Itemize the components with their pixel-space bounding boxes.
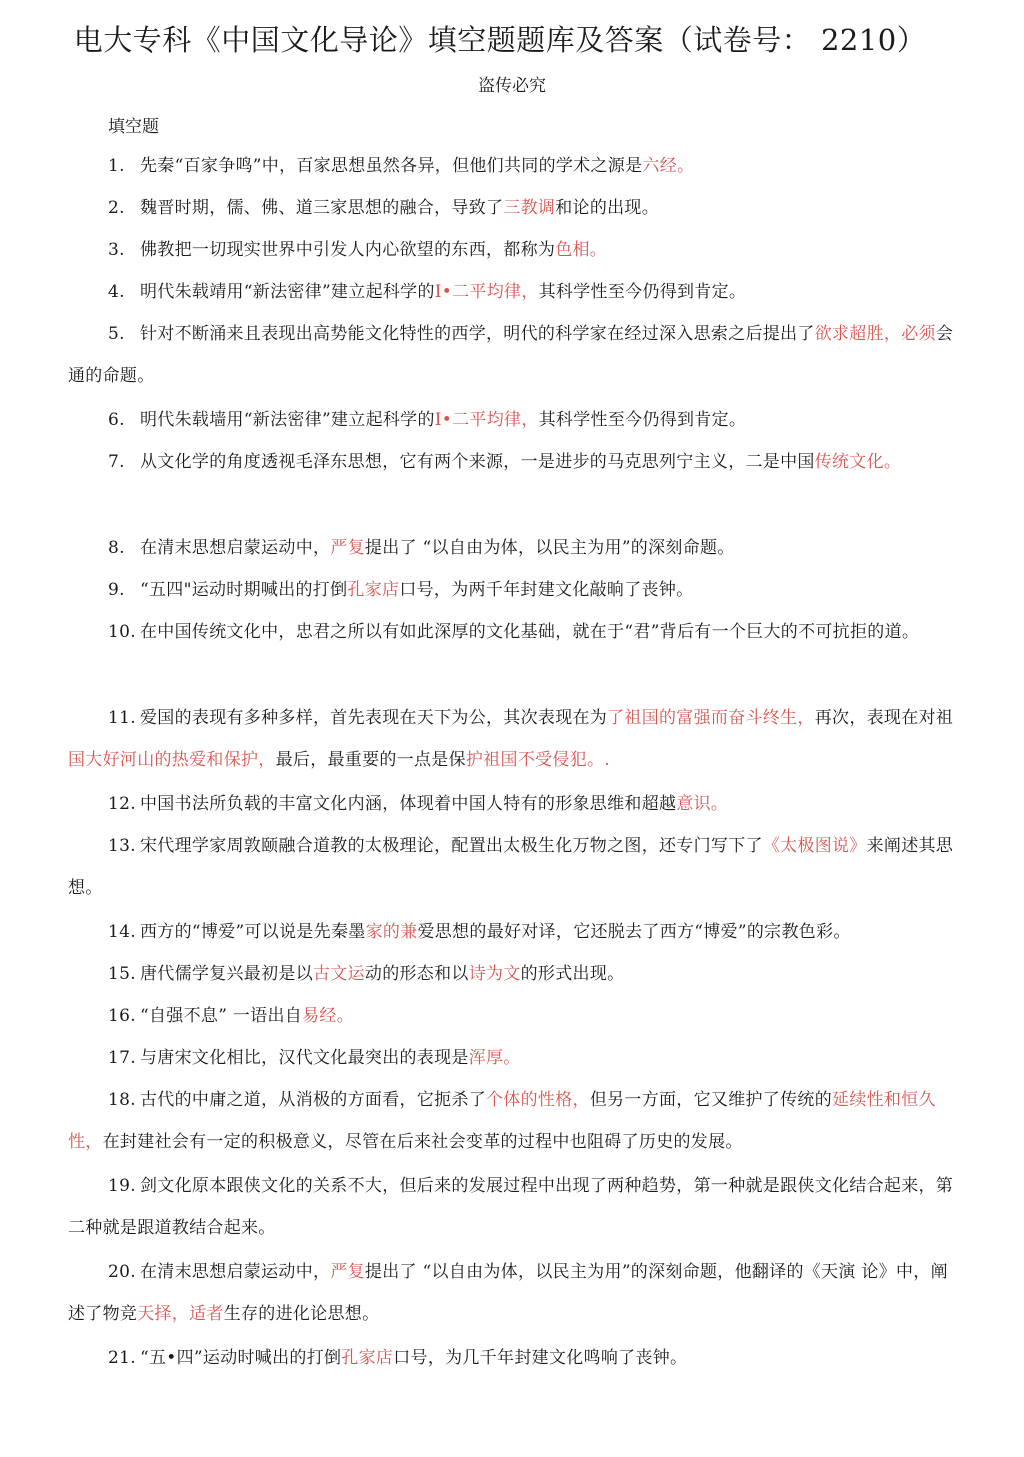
question-number: 18.	[108, 1090, 136, 1110]
question-text: 古代的中庸之道，从消极的方面看，它扼杀了	[140, 1090, 486, 1110]
answer-text: 诗为文	[468, 964, 521, 984]
question-text: 在中国传统文化中，忠君之所以有如此深厚的文化基础，就在于“君”背后有一个巨大的不可抗拒的道。	[140, 622, 920, 642]
question-text: 爱思想的最好对译，它还脱去了西方“博爱”的宗教色彩。	[417, 922, 851, 942]
answer-text: 三教调	[503, 198, 556, 218]
question-text: 但另一方面，它又维护了传统的	[589, 1090, 833, 1110]
answer-text: 古文运	[313, 964, 365, 984]
question-text: 针对不断涌来且表现出高势能文化特性的西学，明代的科学家在经过深入思索之后提出了	[140, 324, 815, 344]
question-item	[68, 783, 958, 825]
question-text: 和论的出现。	[555, 198, 660, 218]
question-text: 来阐述其思想。	[68, 836, 954, 898]
answer-text: 色相。	[555, 240, 608, 260]
question-item	[68, 825, 958, 909]
question-item	[68, 1251, 958, 1335]
answer-text: 了祖国的富强而奋斗终生，	[607, 708, 815, 728]
answer-text: 欲求超胜，必须	[814, 324, 936, 344]
question-number: 5.	[108, 324, 125, 344]
question-text: 明代朱载靖用“新法密律”建立起科学的	[140, 282, 435, 302]
answer-text: 严复	[330, 538, 365, 558]
question-number: 1.	[108, 156, 125, 176]
question-number: 17.	[108, 1048, 136, 1068]
question-text: 在清末思想启蒙运动中，	[140, 538, 331, 558]
answer-text: 意识。	[676, 794, 729, 814]
answer-text: 严复	[330, 1262, 365, 1282]
question-number: 12.	[108, 794, 136, 814]
question-text: 生存的进化论思想。	[223, 1304, 380, 1324]
question-number: 21.	[108, 1348, 136, 1368]
question-number: 8.	[108, 538, 125, 558]
question-text: 最后，最重要的一点是保	[275, 750, 466, 770]
question-text: 提出了 “以自由为体，以民主为用”的深刻命题。	[364, 538, 735, 558]
question-text: 西方的“博爱”可以说是先秦墨	[140, 922, 366, 942]
question-text: 在清末思想启蒙运动中，	[140, 1262, 331, 1282]
question-text: 中国书法所负载的丰富文化内涵，体现着中国人特有的形象思维和超越	[140, 794, 677, 814]
answer-text: I•二平均律，	[434, 282, 539, 302]
question-number: 7.	[108, 452, 125, 472]
question-text: 与唐宋文化相比，汉代文化最突出的表现是	[140, 1048, 469, 1068]
answer-text: 延续性和恒久性，	[68, 1090, 936, 1152]
question-item	[68, 1165, 958, 1249]
question-number: 2.	[108, 198, 125, 218]
question-number: 3.	[108, 240, 125, 260]
question-text: 的形式出现。	[520, 964, 625, 984]
question-text: 剑文化原本跟侠文化的关系不大，但后来的发展过程中出现了两种趋势，第一种就是跟侠文化结合起来，第二种就是跟道教结合起来。	[68, 1176, 954, 1238]
question-item	[68, 441, 958, 483]
answer-text: 天择，适者	[137, 1304, 224, 1324]
question-text: 动的形态和以	[364, 964, 469, 984]
answer-text: 《太极图说》	[762, 836, 867, 856]
question-item	[68, 1079, 958, 1163]
question-item	[68, 1337, 958, 1379]
question-item	[68, 271, 958, 313]
question-text: 再次，表现在对祖	[814, 708, 954, 728]
question-text: 口号，为两千年封建文化敲晌了丧钟。	[399, 580, 694, 600]
question-text: “五四"运动时期喊出的打倒	[140, 580, 348, 600]
question-text: 先秦“百家争鸣”中，百家思想虽然各异，但他们共同的学术之源是	[140, 156, 643, 176]
question-text: 佛教把一切现实世界中引发人内心欲望的东西，都称为	[140, 240, 556, 260]
question-text: 明代朱载墙用“新法密律”建立起科学的	[140, 410, 435, 430]
question-item	[68, 229, 958, 271]
question-item	[68, 313, 958, 397]
answer-text: I•二平均律，	[434, 410, 539, 430]
answer-text: 传统文化。	[814, 452, 902, 472]
question-number: 16.	[108, 1006, 136, 1026]
question-item	[68, 995, 958, 1037]
question-text: 口号，为几千年封建文化鸣响了丧钟。	[393, 1348, 688, 1368]
question-item	[68, 145, 958, 187]
answer-text: 护祖国不受侵犯。.	[465, 750, 611, 770]
question-number: 10.	[108, 622, 136, 642]
question-number: 15.	[108, 964, 136, 984]
question-number: 14.	[108, 922, 136, 942]
question-number: 13.	[108, 836, 136, 856]
question-text: 唐代儒学复兴最初是以	[140, 964, 313, 984]
question-item	[68, 187, 958, 229]
question-item	[68, 569, 958, 611]
answer-text: 易经。	[302, 1006, 354, 1026]
question-number: 19.	[108, 1176, 136, 1196]
answer-text: 孔家店	[341, 1348, 394, 1368]
question-text: 其科学性至今仍得到肯定。	[538, 410, 747, 430]
question-text: 爱国的表现有多种多样，首先表现在天下为公，其次表现在为	[140, 708, 608, 728]
answer-text: 六经。	[642, 156, 695, 176]
question-text: 会通的命题。	[68, 324, 954, 386]
question-text: 魏晋时期，儒、佛、道三家思想的融合，导致了	[140, 198, 504, 218]
question-item	[68, 697, 958, 781]
question-item	[68, 399, 958, 441]
document-title: 电大专科《中国文化导论》填空题题库及答案（试卷号： 2210）	[73, 23, 927, 57]
question-text: 在封建社会有一定的积极意义，尽管在后来社会变革的过程中也阻碍了历史的发展。	[102, 1132, 743, 1152]
document-subtitle: 盗传必究	[478, 76, 546, 96]
question-text: 从文化学的角度透视毛泽东思想，它有两个来源，一是进步的马克思列宁主义，二是中国	[140, 452, 815, 472]
question-item	[68, 911, 958, 953]
question-text: 提出了 “以自由为体，以民主为用”的深刻命题，他翻译的《天演 论》中，阐述了物竞	[68, 1262, 948, 1324]
question-item	[68, 527, 958, 569]
question-number: 20.	[108, 1262, 136, 1282]
question-item	[68, 1037, 958, 1079]
question-text: 其科学性至今仍得到肯定。	[538, 282, 747, 302]
answer-text: 浑厚。	[468, 1048, 521, 1068]
answer-text: 家的兼	[365, 922, 418, 942]
answer-text: 孔家店	[347, 580, 400, 600]
question-text: 宋代理学家周敦颐融合道教的太极理论，配置出太极生化万物之图，还专门写下了	[140, 836, 763, 856]
question-item	[68, 611, 958, 653]
question-text: “五•四”运动时喊出的打倒	[140, 1348, 342, 1368]
question-number: 4.	[108, 282, 125, 302]
question-text: “自强不息” 一语出自	[140, 1006, 303, 1026]
question-number: 11.	[108, 708, 136, 728]
answer-text: 个体的性格，	[486, 1090, 590, 1110]
section-heading: 填空题	[108, 117, 159, 137]
question-number: 6.	[108, 410, 125, 430]
answer-text: 国大好河山的热爱和保护，	[68, 750, 276, 770]
question-item	[68, 953, 958, 995]
question-number: 9.	[108, 580, 125, 600]
